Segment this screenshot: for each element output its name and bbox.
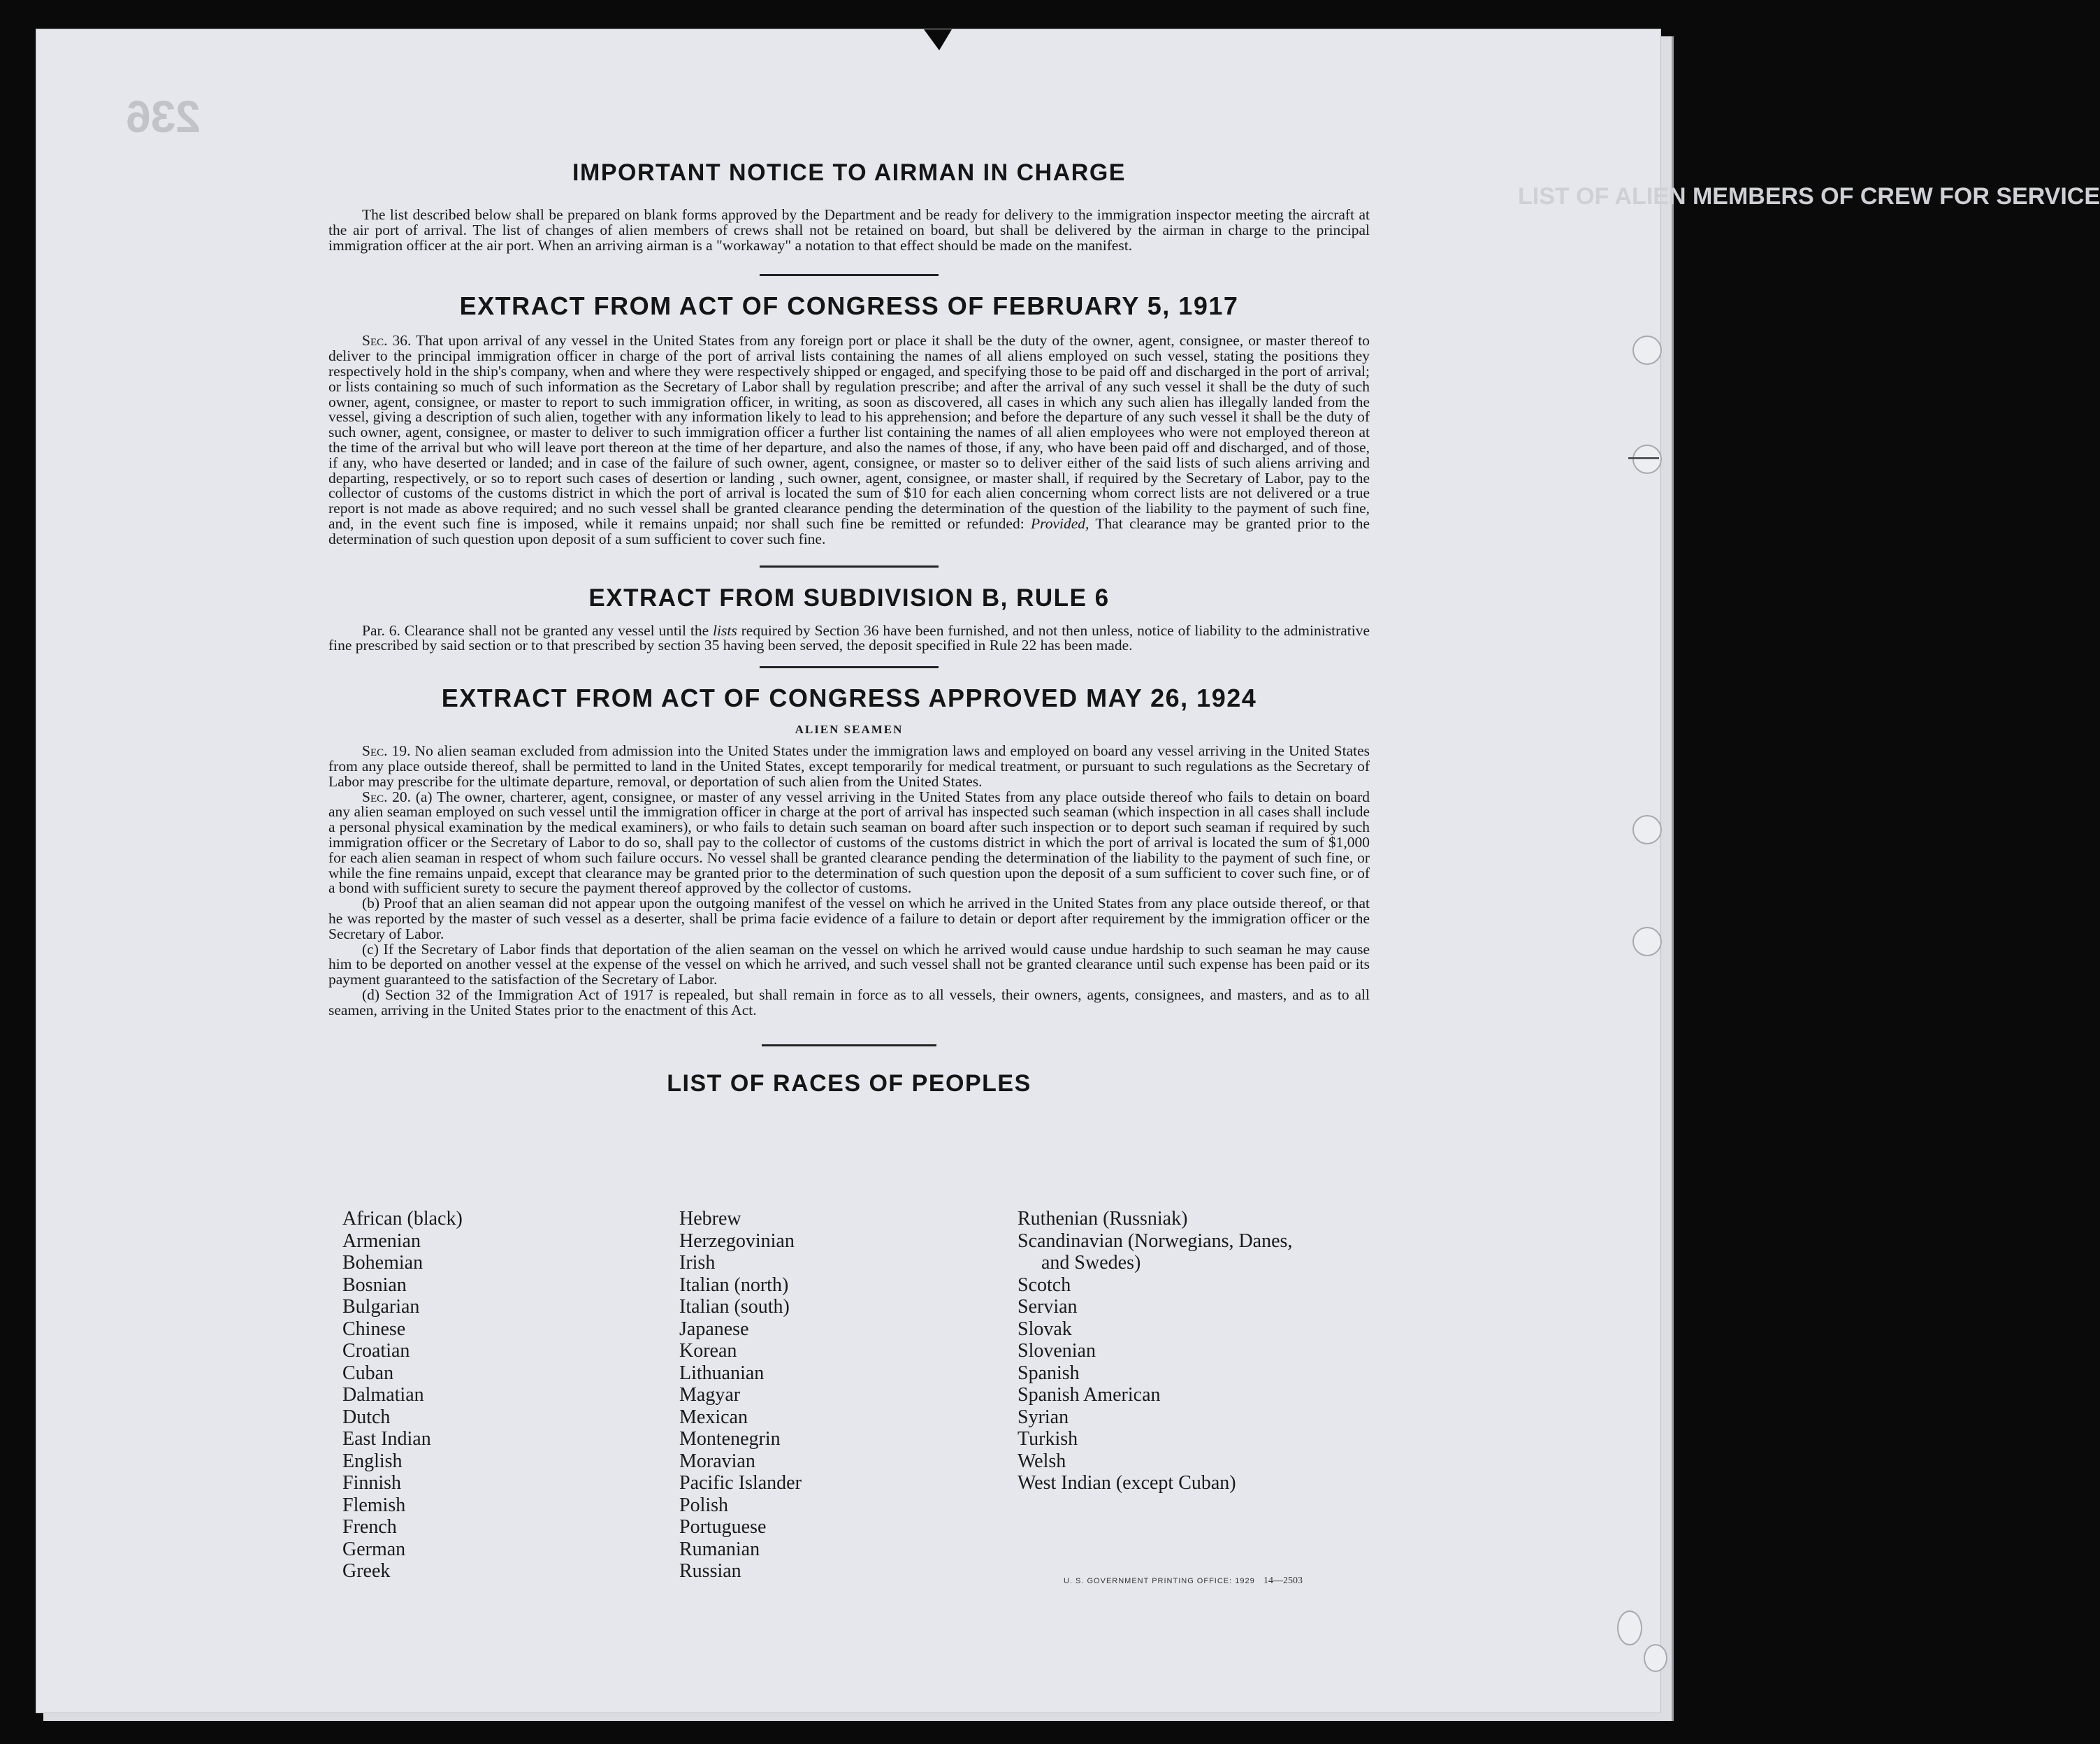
list-item: Servian [1018,1296,1078,1318]
sec-36-body: That upon arrival of any vessel in the United States from any foreign port or place it shall be the duty of the owner, agent, consignee, or master thereof to deliver to the principal immigration officer in charge of the port of arrival lists containing the names of all aliens employed on such vessel, stating the positions they respectively hold in the ship's company, when and where they were respectively shipped or engaged, and specifying those to be paid off and discharged in the port of arrival; or lists containing so much of such information as the Secretary of Labor shall by regulation prescribe; and after the arrival of any such vessel it shall be the duty of such owner, agent, consignee, or master to report to such immigration officer, in writing, as soon as discovered, all cases in which any such alien has illegally landed from the vessel, giving a description of such alien, together with any information likely to lead to his apprehension; and before the departure of any such vessel it shall be the duty of such owner, agent, consignee, or master to deliver to such immigration officer a further list containing the names of all alien employees who were not employed thereon at the time of the arrival but who will leave port thereon at the time of her departure, and also the names of those, if any, who have been paid off and discharged, and of those, if any, who have deserted or landed; and in case of the failure of such owner, agent, consignee, or master so to deliver either of the said lists of such aliens arriving and departing, respectively, or so to report such cases of desertion or landing , such owner, agent, consignee, or master shall, if required by the Secretary of Labor, pay to the collector of customs of the customs district in which the port of arrival is located the sum of $10 for each alien concerning whom correct lists are not delivered or a true report is not made as above required; and no such vessel shall be granted clearance pending the determination of the question of the liability to the payment of such fine, and, in the event such fine is imposed, while it remains unpaid; nor shall such fine be remitted or refunded: [328,332,1370,532]
list-item: Pacific Islander [679,1472,802,1494]
list-item: Dutch [342,1406,391,1428]
list-item: Dalmatian [342,1384,424,1406]
sec-19-text [328,744,1370,789]
list-item: Spanish [1018,1362,1080,1384]
punch-hole-icon [1632,336,1662,365]
list-item: Scotch [1018,1274,1071,1296]
list-item: Magyar [679,1384,741,1406]
list-item: Greek [342,1560,391,1582]
list-item: Korean [679,1340,737,1362]
punch-hole-icon [1617,1610,1642,1645]
rule-6-text-a: Par. 6. Clearance shall not be granted any vessel until the [362,621,709,639]
rule-6-title: EXTRACT FROM SUBDIVISION B, RULE 6 [588,584,1110,612]
lists-word: lists [713,621,737,639]
bleed-through-heading: LIST OF ALIEN MEMBERS OF CREW FOR SERVICE [1518,183,2100,210]
list-item: Japanese [679,1318,749,1340]
list-item: African (black) [342,1208,463,1230]
punch-hole-icon [1632,815,1662,844]
list-item: Lithuanian [679,1362,765,1384]
rule-6-text [328,621,1370,654]
list-item: Slovenian [1018,1340,1096,1362]
alien-seamen-subtitle: ALIEN SEAMEN [795,723,904,737]
act-1917-text [328,333,1370,547]
form-number: 14—2503 [1263,1576,1303,1586]
rule-6-text-b: required by Section 36 have been furnished, and not then unless, notice of liability to the administrative fine prescribed by said section or to that prescribed by section 35 having been served, the deposit specified in Rule 22 has been made. [328,621,1370,654]
list-item-continuation: and Swedes) [1041,1252,1141,1274]
punch-hole-icon [1644,1644,1667,1672]
races-column-1 [342,1208,463,1583]
list-item: Rumanian [679,1538,760,1560]
list-item: Polish [679,1494,729,1516]
list-item: Spanish American [1018,1384,1161,1406]
list-item: Slovak [1018,1318,1072,1340]
list-item: Finnish [342,1472,402,1494]
races-column-2 [679,1208,802,1583]
list-item: Bohemian [342,1252,423,1274]
sec-36-label: Sec. 36. [362,332,412,349]
list-item: Herzegovinian [679,1230,795,1252]
act-1924-title: EXTRACT FROM ACT OF CONGRESS APPROVED MAY 26, 1924 [441,684,1257,713]
list-item: English [342,1450,403,1472]
list-item: Montenegrin [679,1428,781,1450]
printer-imprint: U. S. GOVERNMENT PRINTING OFFICE: 1929 [1064,1577,1255,1585]
section-divider [760,666,939,668]
list-item: Mexican [679,1406,748,1428]
punch-hole-icon [1632,927,1662,956]
races-title: LIST OF RACES OF PEOPLES [667,1070,1031,1097]
sec-36-proviso: That clearance may be granted prior to the determination of such question upon deposit of a sum sufficient to cover such fine. [328,514,1370,547]
list-item: Welsh [1018,1450,1066,1472]
sec-20-label: Sec. 20. [362,788,412,805]
list-item: Cuban [342,1362,394,1384]
races-column-3 [1018,1208,1292,1494]
list-item: Turkish [1018,1428,1078,1450]
punch-hole-icon [1632,445,1662,474]
list-item: East Indian [342,1428,431,1450]
sec-19-label: Sec. 19. [362,742,411,760]
notice-text: The list described below shall be prepared on blank forms approved by the Department and be ready for delivery to the immigration inspector meeting the aircraft at the air port of arrival. The list of changes of alien members of crews shall not be retained on board, but shall be delivered by the airman in charge to the principal immigration officer at the air port. When an arriving airman is a "workaway" a notation to that effect should be made on the manifest. [328,206,1370,254]
list-item: Bosnian [342,1274,407,1296]
notice-title: IMPORTANT NOTICE TO AIRMAN IN CHARGE [572,159,1126,186]
list-item: Ruthenian (Russniak) [1018,1208,1188,1230]
sec-19-body: No alien seaman excluded from admission into the United States under the immigration laws and employed on board any vessel arriving in the United States from any place outside thereof, shall be permitted to land in the United States, except temporarily for medical treatment, or pursuant to such regulations as the Secretary of Labor may prescribe for the ultimate departure, removal, or deportation of such alien from the United States. [328,742,1370,790]
list-item: Moravian [679,1450,755,1472]
list-item: Croatian [342,1340,410,1362]
section-divider [762,1044,936,1046]
list-item: Italian (south) [679,1296,790,1318]
list-item: Flemish [342,1494,406,1516]
section-divider [760,565,939,568]
sec-20a-body: (a) The owner, charterer, agent, consignee, or master of any vessel arriving in the United States from any place outside thereof who fails to detain on board any alien seaman employed on such vessel until the immigration officer in charge at the port of arrival has inspected such seaman (which inspection in all cases shall include a personal physical examination by the medical examiners), or who fails to detain such seaman on board after such inspection or to deport such seaman if required by such immigration officer or the Secretary of Labor to do so, shall pay to the collector of customs of the customs district in which the port of arrival is located the sum of $1,000 for each alien seaman in respect of whom such failure occurs. No vessel shall be granted clearance pending the determination of the liability to the payment of such fine, or while the fine remains unpaid, except that clearance may be granted prior to the determination of such question upon the deposit of a sum sufficient to cover such fine, or of a bond with sufficient surety to secure the payment thereof approved by the collector of customs. [328,788,1370,897]
page-number-bleedthrough: 236 [126,92,201,142]
list-item: Italian (north) [679,1274,789,1296]
list-item: West Indian (except Cuban) [1018,1472,1236,1494]
list-item: Hebrew [679,1208,741,1230]
list-item: Bulgarian [342,1296,420,1318]
section-divider [760,274,939,276]
list-item: Irish [679,1252,716,1274]
act-1917-title: EXTRACT FROM ACT OF CONGRESS OF FEBRUARY 5, 1917 [459,291,1239,321]
list-item: Chinese [342,1318,406,1340]
provided-word: Provided, [1031,514,1089,532]
list-item: Syrian [1018,1406,1069,1428]
document-body [328,154,1370,1097]
sec-20d-text: (d) Section 32 of the Immigration Act of 1917 is repealed, but shall remain in force as to all vessels, their owners, agents, consignees, and masters, and as to all seamen, arriving in the United States prior to the enactment of this Act. [328,986,1370,1018]
list-item: Scandinavian (Norwegians, Danes, [1018,1230,1293,1252]
sec-20c-text: (c) If the Secretary of Labor finds that deportation of the alien seaman on the vessel on which he arrived would cause undue hardship to such seaman he may cause him to be deported on another vessel at the expense of the vessel on which he arrived, and such vessel shall not be granted clearance until such expense has been paid or its payment guaranteed to the satisfaction of the Secretary of Labor. [328,940,1370,988]
sec-20b-text: (b) Proof that an alien seaman did not appear upon the outgoing manifest of the vessel on which he arrived in the United States from any place outside thereof, or that he was reported by the master of such vessel as a deserter, shall be prima facie evidence of a failure to detain or deport after requirement by the immigration officer or the Secretary of Labor. [328,895,1370,942]
list-item: French [342,1516,397,1538]
sec-20a-text [328,790,1370,897]
list-item: German [342,1538,406,1560]
list-item: Russian [679,1560,741,1582]
list-item: Armenian [342,1230,421,1252]
margin-mark [1628,457,1659,459]
list-item: Portuguese [679,1516,767,1538]
staple-notch [924,29,952,50]
